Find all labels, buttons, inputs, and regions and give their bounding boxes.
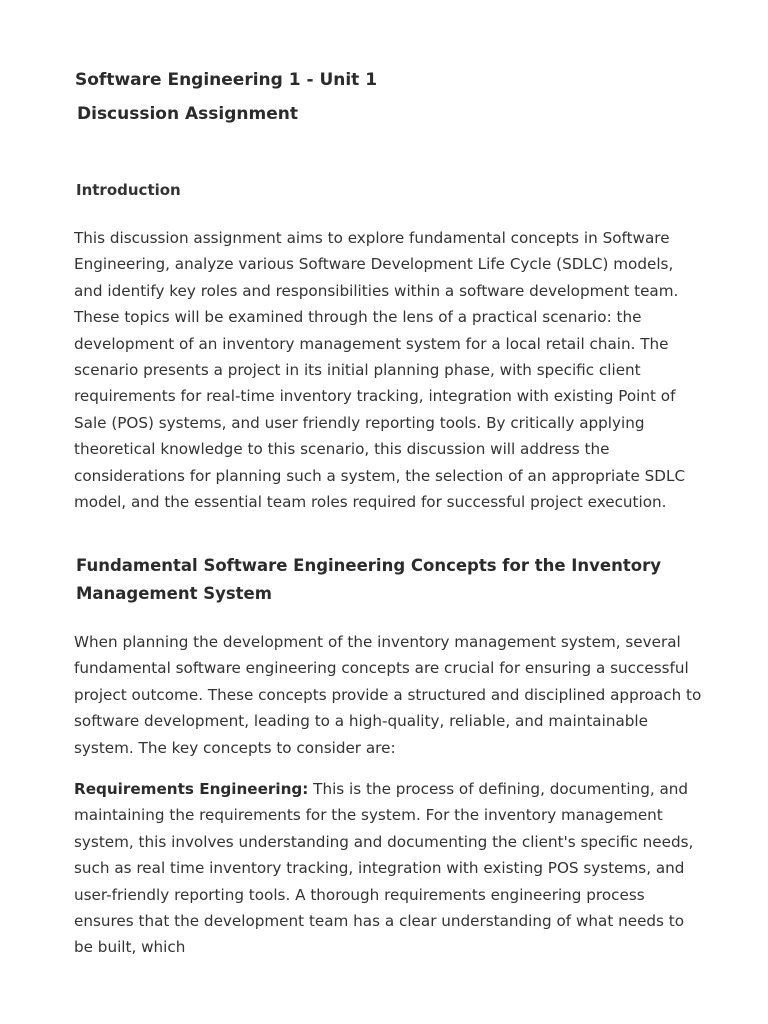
requirements-engineering-term: Requirements Engineering: xyxy=(74,780,309,798)
introduction-paragraph: This discussion assignment aims to explore fundamental concepts in Software Engineering, analyze various Software Development Life Cycle (SDLC) models, and identify key roles and responsibilities within a software development team. These topics will be examined through the lens of a practical scenario: the development of an inventory management system for a local retail chain. The scenario presents a project in its initial planning phase, with specific client requirements for real-time inventory tracking, integration with existing Point of Sale (POS) systems, and user friendly reporting tools. By critically applying theoretical knowledge to this scenario, this discussion will address the considerations for planning such a system, the selection of an appropriate SDLC model, and the essential team roles required for successful project execution. xyxy=(74,229,686,512)
requirements-engineering-text: This is the process of defining, documenting, and maintaining the requirements for the system. For the inventory management system, this involves understanding and documenting the client's specific needs, such as real time inventory tracking, integration with existing POS systems, and user-friendly reporting tools. A thorough requirements engineering process ensures that the development team has a clear understanding of what needs to be built, which xyxy=(74,780,694,957)
fundamentals-heading: Fundamental Software Engineering Concepts for the Inventory Management System xyxy=(76,556,661,603)
requirements-engineering-paragraph xyxy=(74,776,704,961)
fundamentals-paragraph: When planning the development of the inventory management system, several fundamental software engineering concepts are crucial for ensuring a successful project outcome. These concepts provide a structured and disciplined approach to software development, leading to a high-quality, reliable, and maintainable system. The key concepts to consider are: xyxy=(74,633,702,757)
document-title: Software Engineering 1 - Unit 1 xyxy=(75,70,378,90)
document-subtitle: Discussion Assignment xyxy=(77,104,298,124)
introduction-heading: Introduction xyxy=(76,181,181,199)
